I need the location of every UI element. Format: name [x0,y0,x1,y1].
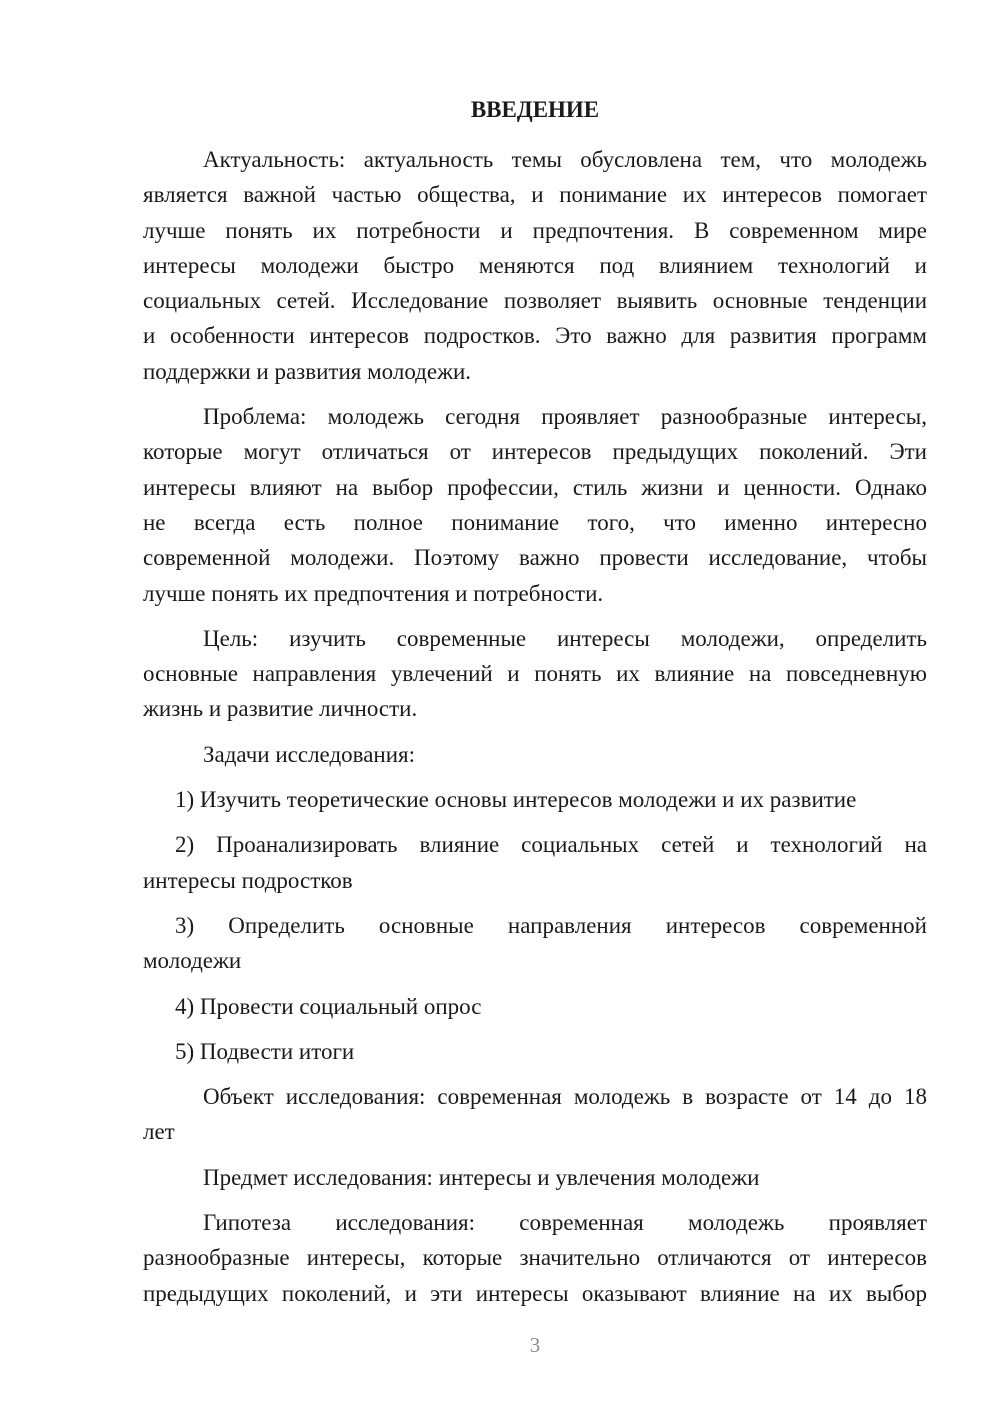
paragraph [143,1205,927,1311]
document-page [143,92,927,1321]
text-line: Предмет исследования: интересы и увлечения молодежи [203,1164,760,1190]
text-line: интересы влияют на выбор профессии, стиль жизни и ценности. Однако [143,474,927,500]
text-line: жизнь и развитие личности. [143,696,418,722]
text-line: современной молодежи. Поэтому важно провести исследование, чтобы [143,545,927,571]
text-line: предыдущих поколений, и эти интересы оказывают влияние на их выбор [143,1280,927,1306]
text-line: Объект исследования: современная молодежь в возрасте от 14 до 18 [203,1084,927,1110]
text-line: Гипотеза исследования: современная молодежь проявляет [203,1210,927,1236]
paragraph [143,737,927,772]
text-line: не всегда есть полное понимание того, что именно интересно [143,509,927,535]
text-line: разнообразные интересы, которые значительно отличаются от интересов [143,1245,927,1271]
paragraph [143,621,927,727]
list-item [143,782,927,817]
list-item [143,827,927,898]
paragraph [143,1079,927,1150]
paragraph [143,399,927,611]
text-line: молодежи [143,948,242,974]
text-line: является важной частью общества, и понимание их интересов помогает [143,182,927,208]
text-line: Задачи исследования: [203,741,416,767]
text-line: социальных сетей. Исследование позволяет выявить основные тенденции [143,288,927,314]
text-line: лучше понять их потребности и предпочтения. В современном мире [143,217,927,243]
text-line: поддержки и развития молодежи. [143,358,472,384]
page-number: 3 [529,1333,541,1357]
list-item [143,908,927,979]
text-line: 1) Изучить теоретические основы интересов молодежи и их развитие [175,787,857,813]
text-line: и особенности интересов подростков. Это важно для развития программ [143,323,927,349]
text-line: интересы подростков [143,867,353,893]
text-line: Актуальность: актуальность темы обусловлена тем, что молодежь [203,147,927,172]
text-line: лет [143,1119,175,1145]
text-line: интересы молодежи быстро меняются под влиянием технологий и [143,252,927,278]
text-line: Проблема: молодежь сегодня проявляет разнообразные интересы, [203,404,927,430]
text-line: которые могут отличаться от интересов предыдущих поколений. Эти [143,439,927,465]
text-line: 5) Подвести итоги [175,1038,355,1064]
text-line: Цель: изучить современные интересы молодежи, определить [203,625,927,651]
text-line: лучше понять их предпочтения и потребности. [143,580,604,606]
text-line: основные направления увлечений и понять их влияние на повседневную [143,661,927,687]
text-line: 2) Проанализировать влияние социальных сетей и технологий на [175,832,927,858]
section-title: ВВЕДЕНИЕ [470,97,600,122]
paragraph [143,142,927,389]
list-item [143,1034,927,1069]
text-line: 4) Провести социальный опрос [175,993,482,1019]
text-line: 3) Определить основные направления интересов современной [175,912,927,938]
paragraph [143,1160,927,1195]
list-item [143,989,927,1024]
document-body [143,142,927,1311]
